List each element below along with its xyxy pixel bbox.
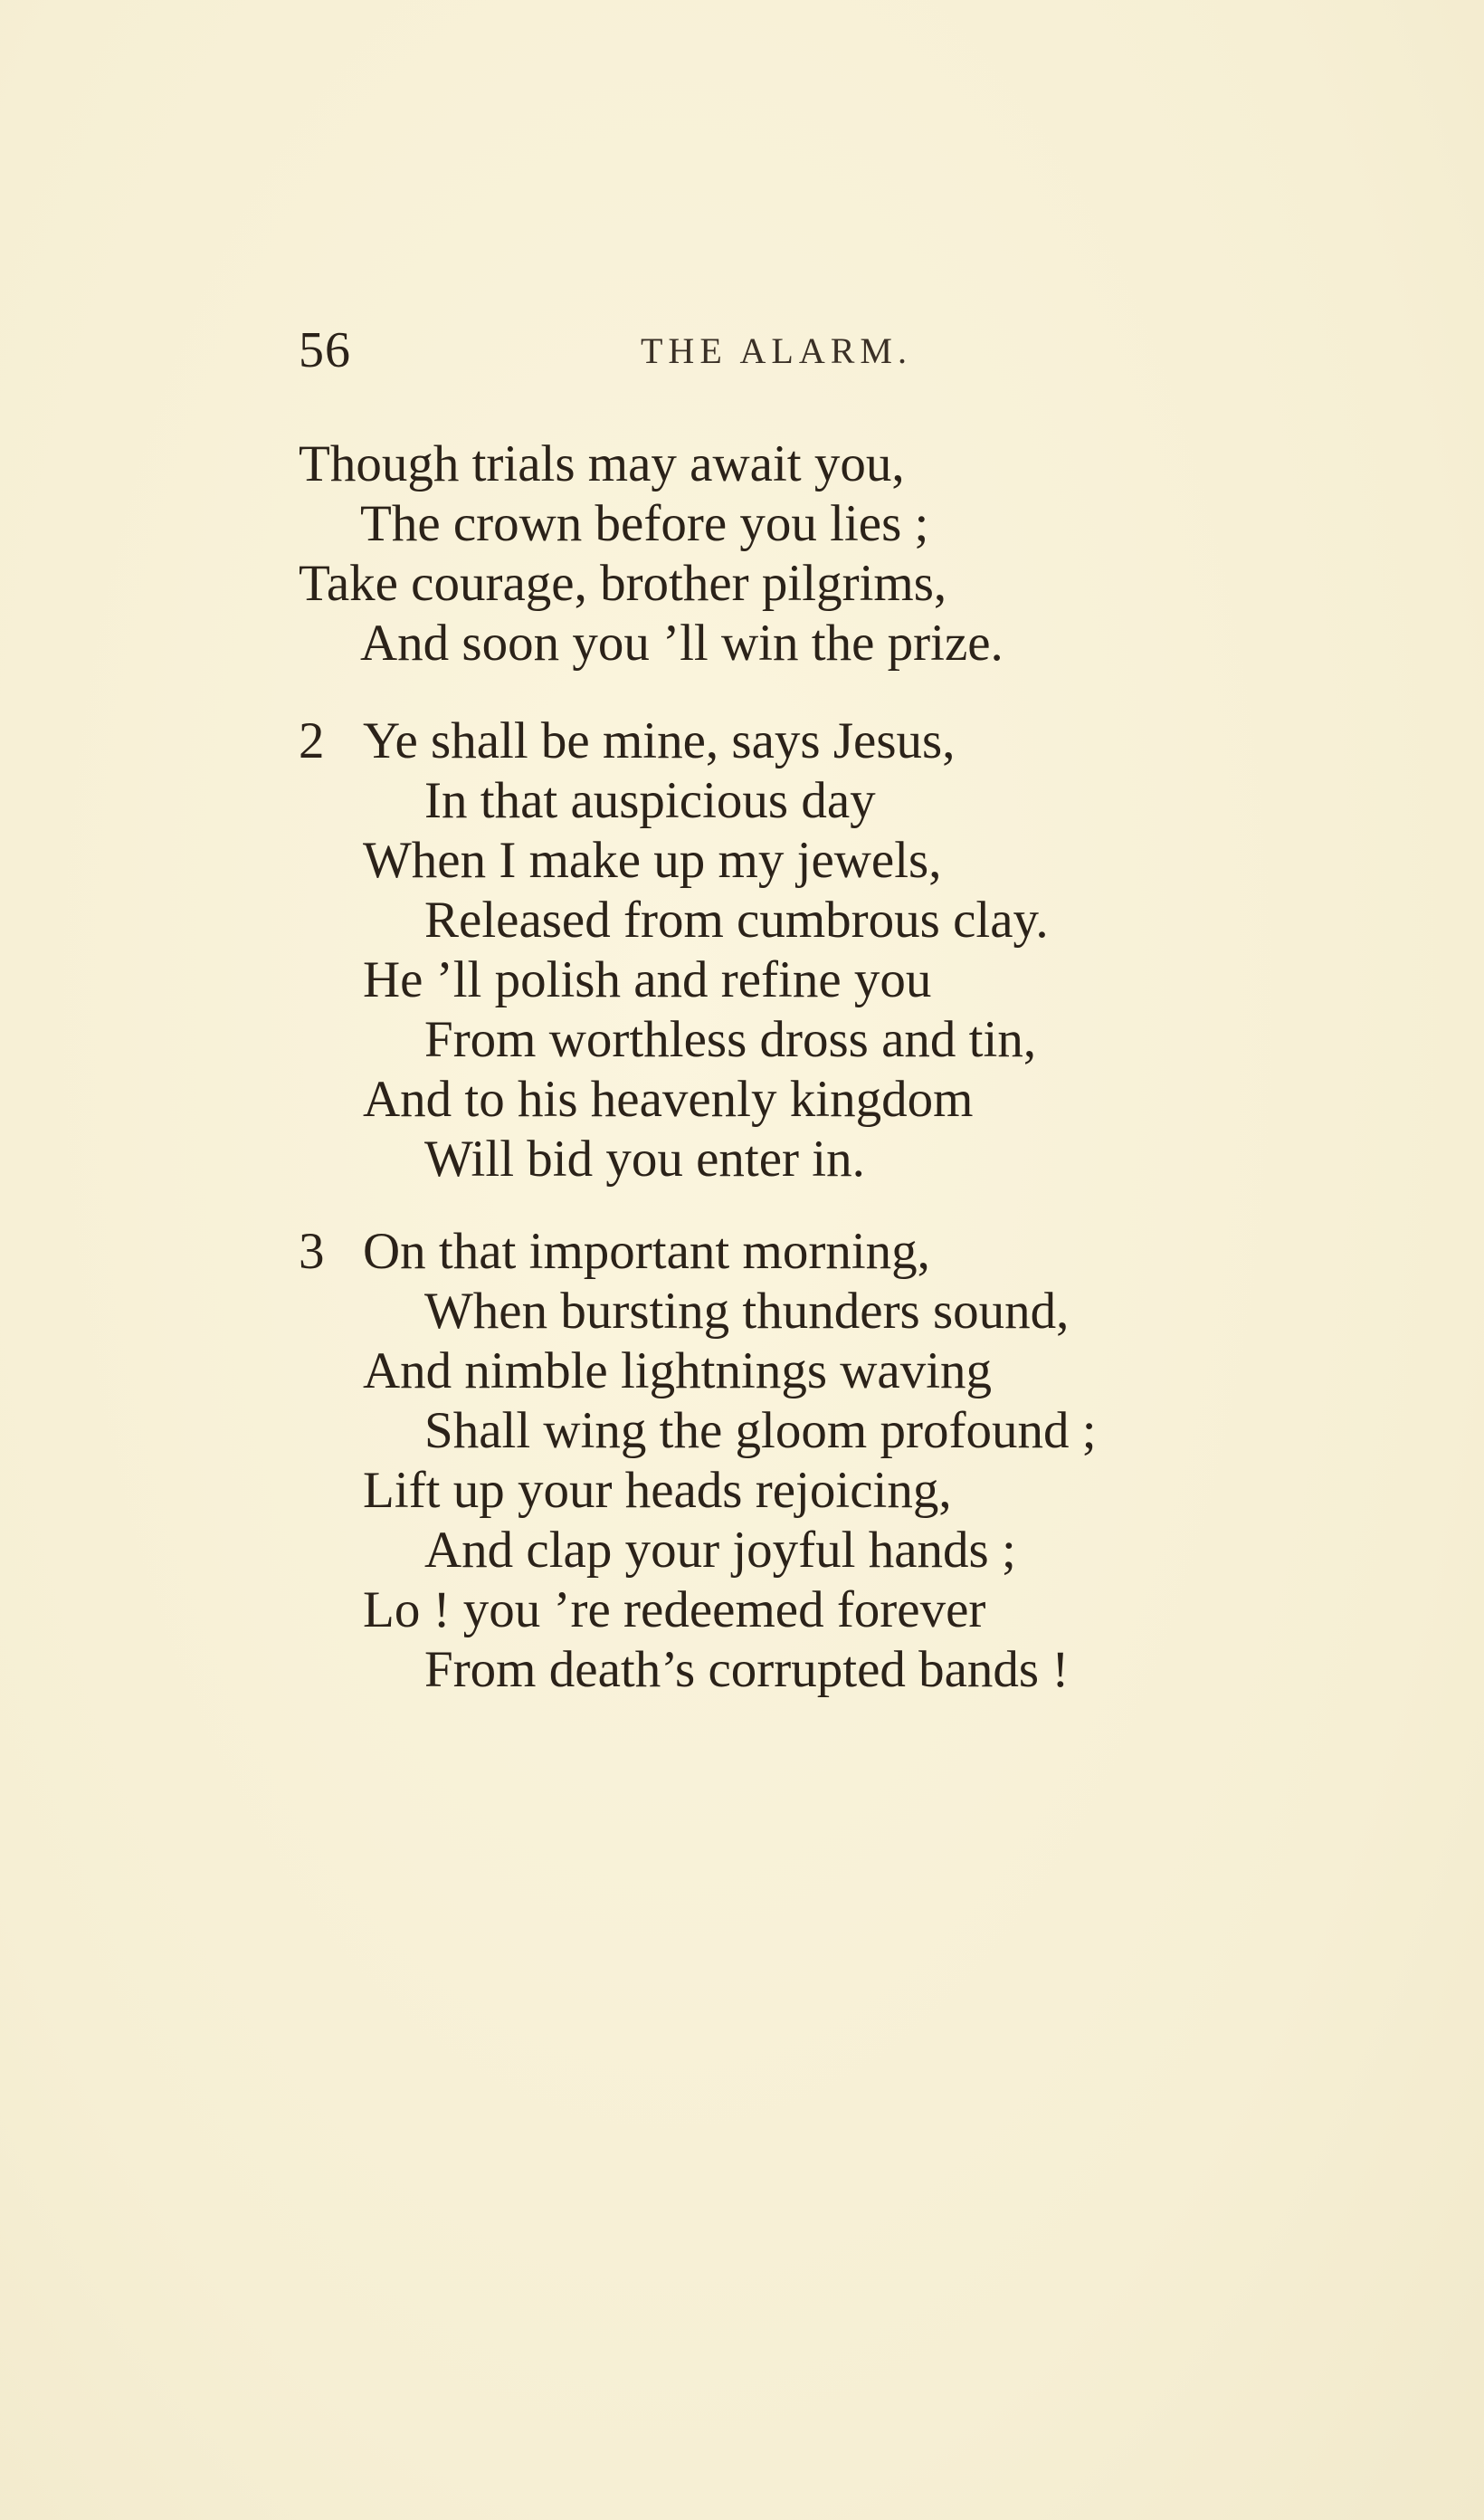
stanza-2	[299, 711, 1294, 1189]
verse-line: When I make up my jewels,	[363, 832, 942, 889]
verse-line: He ’ll polish and refine you	[363, 951, 932, 1008]
stanza-3	[299, 1222, 1294, 1700]
verse-line: Shall wing the gloom profound ;	[424, 1402, 1097, 1459]
stanza-continuation	[299, 434, 1294, 673]
verse-line: From death’s corrupted bands !	[424, 1641, 1070, 1698]
verse-line: Lift up your heads rejoicing,	[363, 1462, 952, 1519]
page-header	[299, 319, 986, 382]
verse-line: And clap your joyful hands ;	[424, 1522, 1016, 1579]
verse-line: On that important morning,	[363, 1223, 930, 1280]
verse-line: In that auspicious day	[424, 772, 876, 829]
page-number: 56	[299, 322, 351, 378]
verse-line: And to his heavenly kingdom	[363, 1071, 974, 1128]
verse-line: Though trials may await you,	[299, 435, 905, 492]
stanza-number: 3	[299, 1223, 325, 1280]
verse-line: Will bid you enter in.	[424, 1131, 865, 1188]
verse-line: Ye shall be mine, says Jesus,	[363, 712, 956, 769]
running-title: THE ALARM.	[641, 330, 912, 371]
verse-line: From worthless dross and tin,	[424, 1011, 1037, 1068]
verse-line: The crown before you lies ;	[360, 495, 929, 552]
stanza-number: 2	[299, 712, 325, 769]
verse-line: And nimble lightnings waving	[363, 1342, 993, 1399]
verse-line: Released from cumbrous clay.	[424, 892, 1049, 949]
verse-line: When bursting thunders sound,	[424, 1283, 1070, 1340]
verse-line: And soon you ’ll win the prize.	[360, 615, 1004, 672]
verse-line: Take courage, brother pilgrims,	[299, 555, 947, 612]
verse-line: Lo ! you ’re redeemed forever	[363, 1581, 986, 1638]
